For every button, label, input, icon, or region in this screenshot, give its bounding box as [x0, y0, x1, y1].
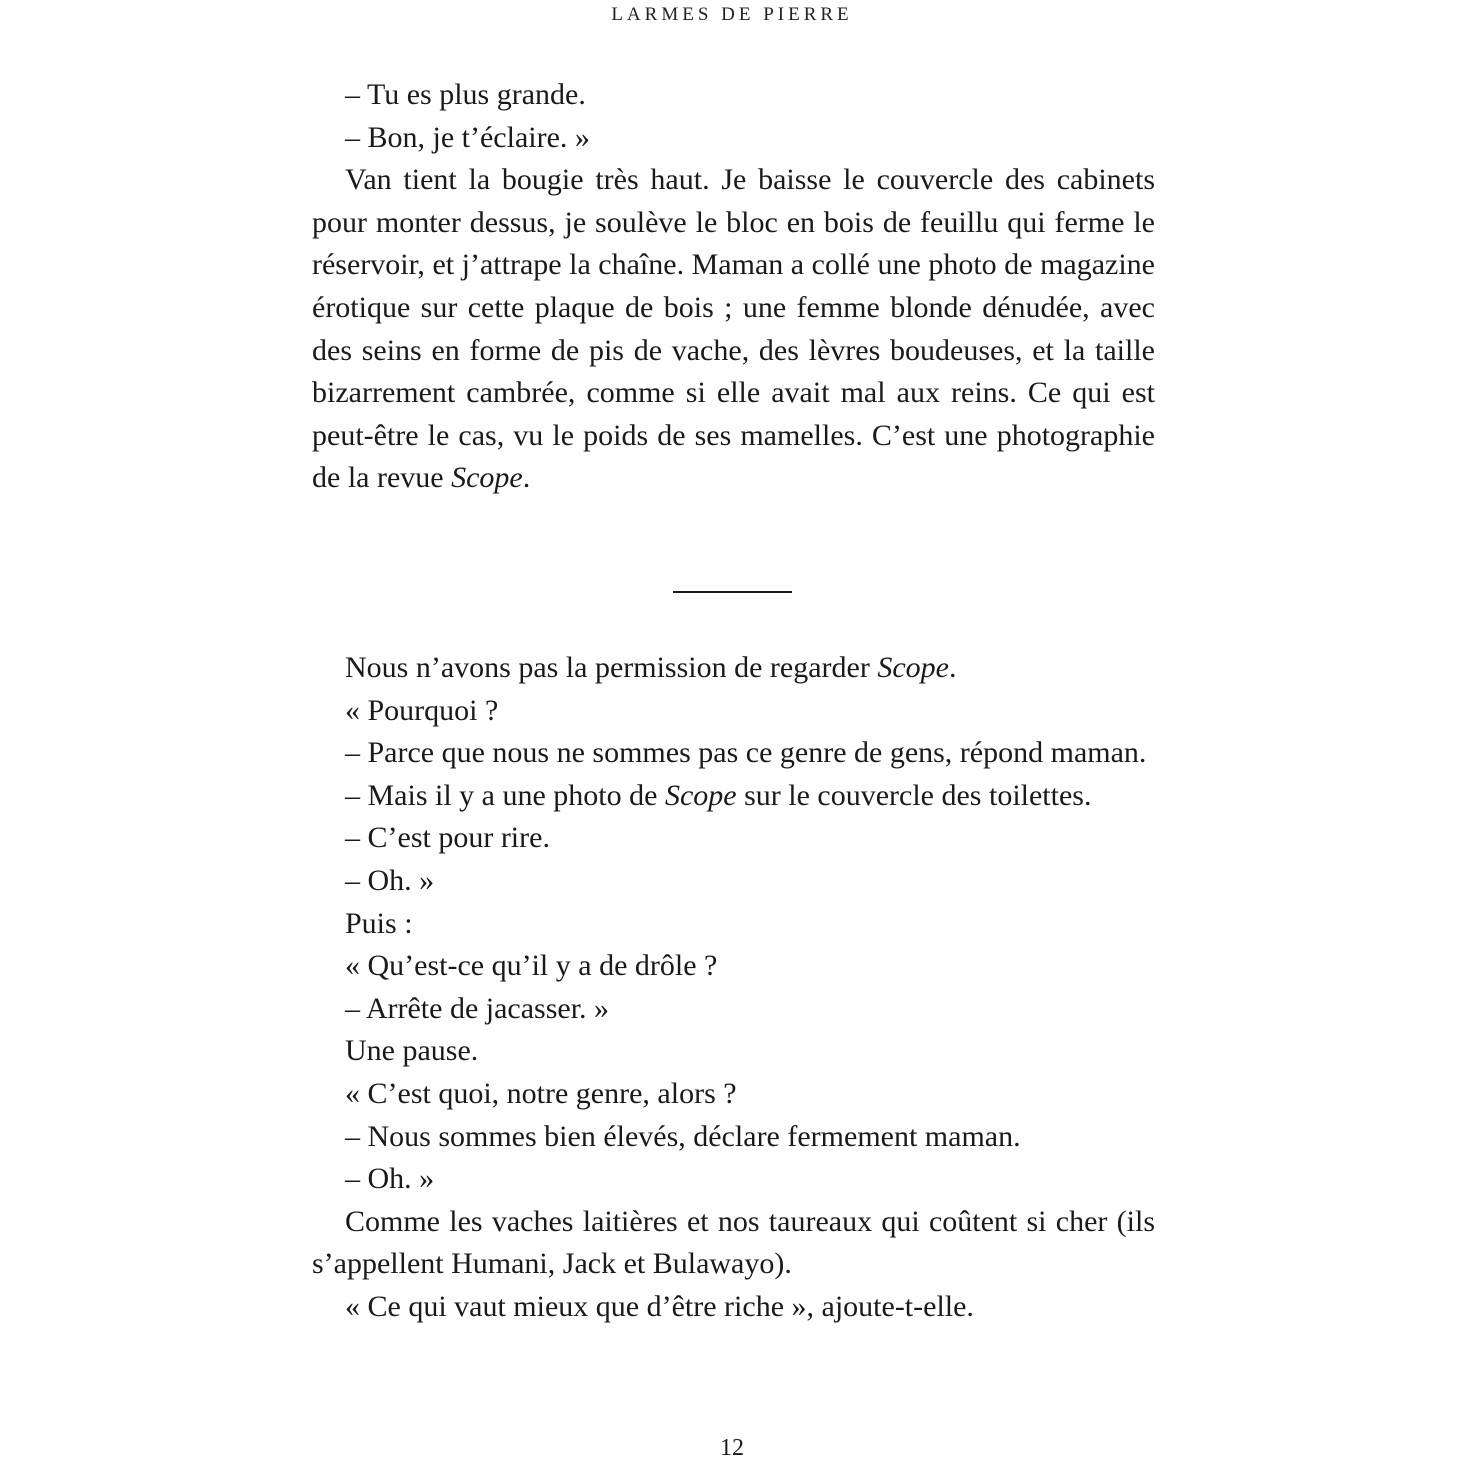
section-separator [673, 591, 792, 593]
paragraph: – Oh. » [345, 1162, 435, 1196]
paragraph: « Pourquoi ? [345, 693, 499, 727]
paragraph: – Oh. » [345, 863, 435, 897]
paragraph-text: – Mais il y a une photo de [345, 778, 665, 812]
text-section-1 [312, 74, 1155, 500]
magazine-title-italic: Scope [664, 778, 737, 812]
text-section-2 [312, 647, 1155, 1329]
paragraph: – Nous sommes bien élevés, déclare fermement maman. [345, 1119, 1021, 1153]
paragraph: – C’est pour rire. [345, 821, 550, 855]
magazine-title-italic: Scope [877, 651, 949, 684]
page-number: 12 [720, 1435, 744, 1461]
paragraph [312, 647, 1155, 690]
paragraph-text: Nous n’avons pas la permission de regarder [345, 651, 878, 684]
paragraph: Une pause. [345, 1034, 479, 1068]
paragraph [312, 775, 1155, 818]
paragraph: – Tu es plus grande. [345, 78, 586, 111]
paragraph: « Qu’est-ce qu’il y a de drôle ? [345, 949, 718, 983]
paragraph [312, 159, 1155, 500]
paragraph: – Arrête de jacasser. » [345, 991, 610, 1025]
magazine-title-italic: Scope [451, 461, 523, 495]
paragraph: Comme les vaches laitières et nos taureaux qui coûtent si cher (ils s’appellent Humani, Jack et Bulawayo). [312, 1204, 1155, 1281]
paragraph-text: . [949, 651, 957, 684]
paragraph-text: Van tient la bougie très haut. Je baisse le couvercle des cabinets pour monter dessus, je soulève le bloc en bois de feuillu qui ferme le réservoir, et j’attrape la chaîne. Maman a collé une photo de magazine érotique sur cette plaque de bois ; une femme blonde dénudée, avec des seins en forme de pis de vache, des lèvres boudeuses, et la taille bizarrement cambrée, comme si elle avait mal aux reins. Ce qui est peut-être le cas, vu le poids de ses mamelles. C’est une photographie de la revue [312, 163, 1155, 495]
paragraph: Puis : [345, 906, 413, 940]
running-title: LARMES DE PIERRE [611, 4, 853, 25]
paragraph: – Bon, je t’éclaire. » [345, 120, 590, 154]
paragraph-text: sur le couvercle des toilettes. [736, 778, 1092, 812]
paragraph-text: . [522, 461, 531, 495]
paragraph: « C’est quoi, notre genre, alors ? [345, 1076, 737, 1110]
paragraph: – Parce que nous ne sommes pas ce genre de gens, répond maman. [345, 736, 1147, 770]
paragraph: « Ce qui vaut mieux que d’être riche », ajoute-t-elle. [345, 1289, 974, 1323]
